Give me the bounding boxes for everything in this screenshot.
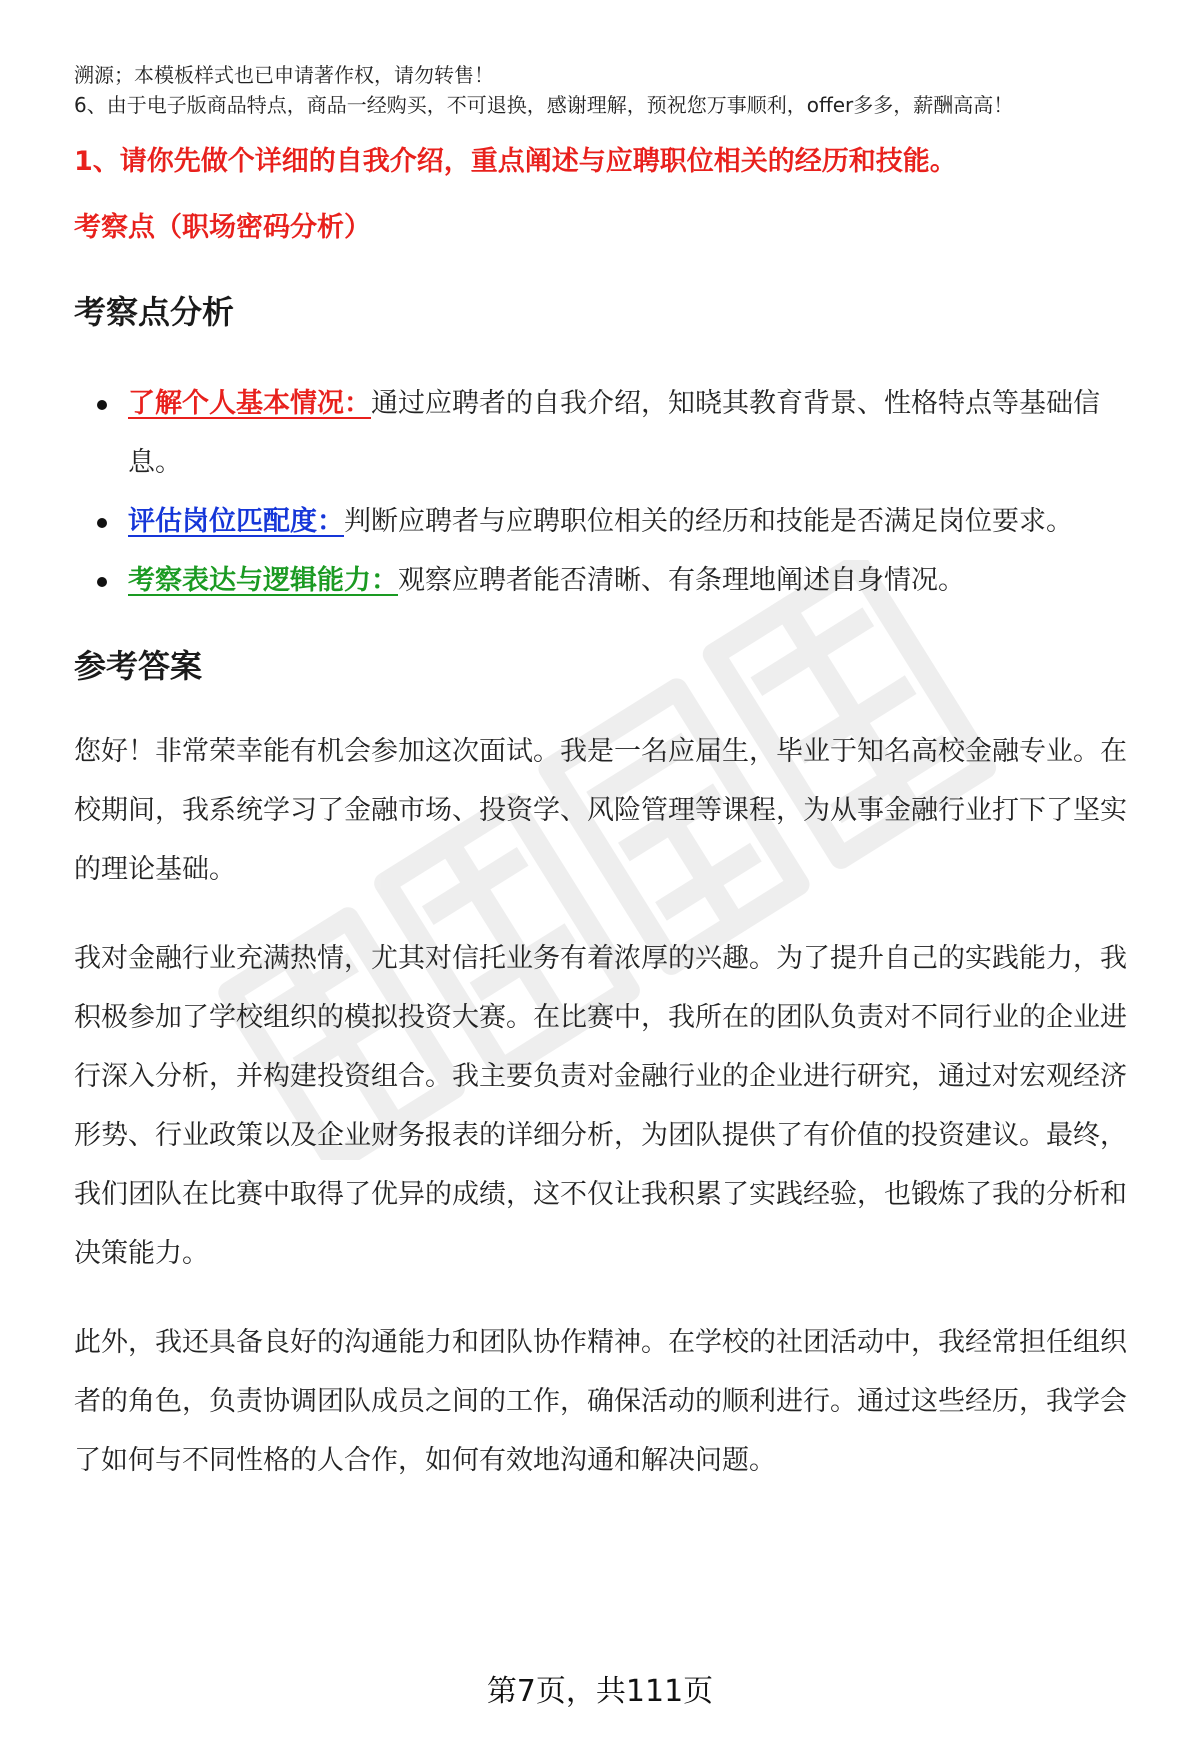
- notice-line-1: 溯源；本模板样式也已申请著作权，请勿转售！: [74, 63, 494, 87]
- analysis-item-key: 考察表达与逻辑能力：: [128, 565, 398, 596]
- answer-paragraph-3: 此外，我还具备良好的沟通能力和团队协作精神。在学校的社团活动中，我经常担任组织者的角色，负责协调团队成员之间的工作，确保活动的顺利进行。通过这些经历，我学会了如何与不同性格的人合作，如何有效地沟通和解决问题。: [74, 1327, 1127, 1476]
- analysis-item-basic-info: [74, 374, 1138, 492]
- analysis-item-text: 通过应聘者的自我介绍，知晓其教育背景、性格特点等基础信息。: [128, 388, 1100, 478]
- analysis-item-text: 观察应聘者能否清晰、有条理地阐述自身情况。: [398, 565, 965, 596]
- bullet-dot-icon: [97, 577, 107, 587]
- analysis-item-key: 了解个人基本情况：: [128, 388, 371, 419]
- page-number-footer: 第7页，共111页: [486, 1674, 714, 1709]
- analysis-item-key: 评估岗位匹配度：: [128, 506, 344, 537]
- answer-heading: 参考答案: [74, 647, 203, 685]
- bullet-dot-icon: [97, 400, 107, 410]
- analysis-list: [74, 374, 1138, 610]
- question-title: 1、请你先做个详细的自我介绍，重点阐述与应聘职位相关的经历和技能。: [74, 146, 957, 177]
- bullet-dot-icon: [97, 518, 107, 528]
- answer-paragraph-2: 我对金融行业充满热情，尤其对信托业务有着浓厚的兴趣。为了提升自己的实践能力，我积极参加了学校组织的模拟投资大赛。在比赛中，我所在的团队负责对不同行业的企业进行深入分析，并构建投资组合。我主要负责对金融行业的企业进行研究，通过对宏观经济形势、行业政策以及企业财务报表的详细分析，为团队提供了有价值的投资建议。最终，我们团队在比赛中取得了优异的成绩，这不仅让我积累了实践经验，也锻炼了我的分析和决策能力。: [74, 943, 1127, 1269]
- analysis-item-text: 判断应聘者与应聘职位相关的经历和技能是否满足岗位要求。: [344, 506, 1073, 537]
- exam-point-label: 考察点（职场密码分析）: [74, 212, 371, 243]
- analysis-heading: 考察点分析: [74, 293, 235, 331]
- notice-line-2: 6、由于电子版商品特点，商品一经购买，不可退换，感谢理解，预祝您万事顺利，offer多多，薪酬高高！: [74, 93, 1014, 117]
- analysis-item-job-match: [74, 492, 1138, 551]
- analysis-item-expression: [74, 551, 1138, 610]
- answer-paragraph-1: 您好！非常荣幸能有机会参加这次面试。我是一名应届生，毕业于知名高校金融专业。在校期间，我系统学习了金融市场、投资学、风险管理等课程，为从事金融行业打下了坚实的理论基础。: [74, 736, 1127, 885]
